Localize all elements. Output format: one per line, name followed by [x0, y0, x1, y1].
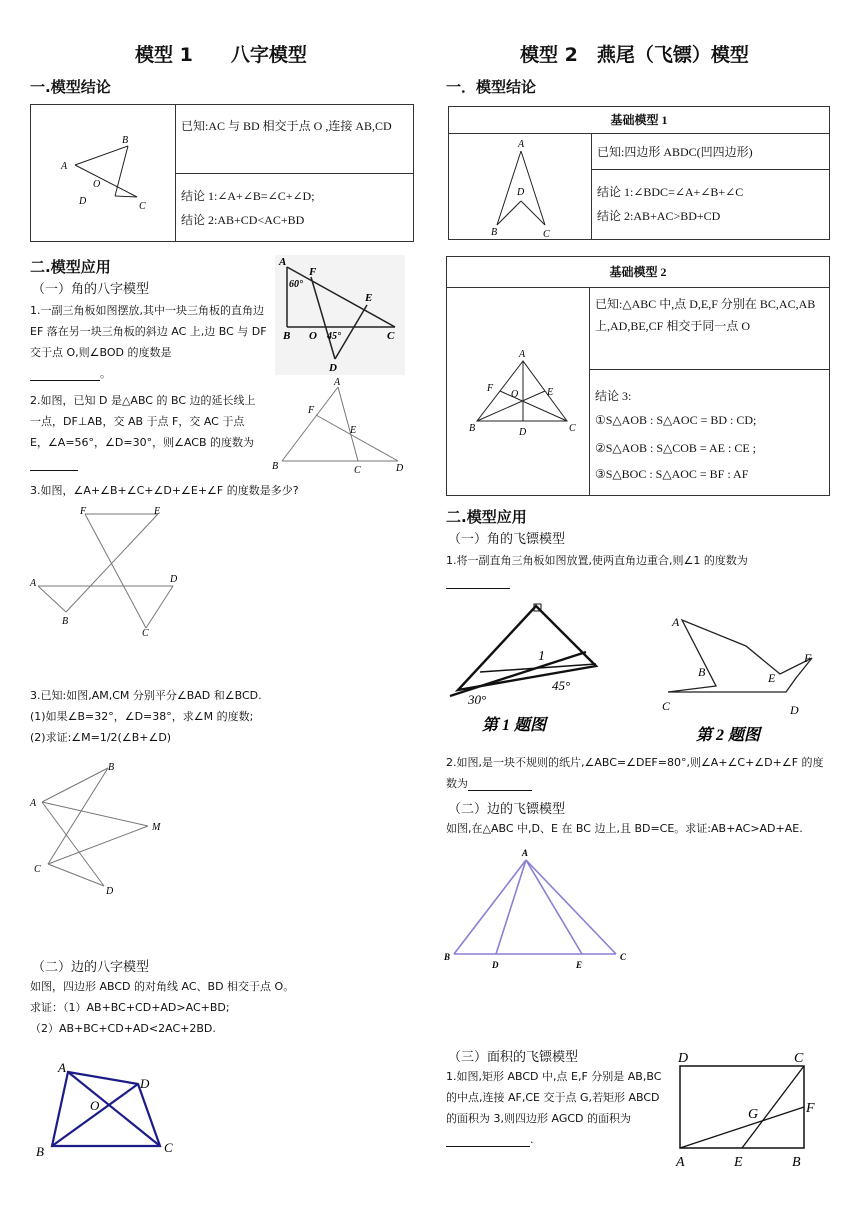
model2-basic2-box [446, 256, 830, 496]
svg-text:C: C [387, 330, 395, 342]
edge-line: 如图，四边形 ABCD 的对角线 AC、BD 相交于点 O。 [30, 980, 295, 993]
svg-text:F: F [806, 1101, 815, 1116]
svg-text:O: O [93, 179, 101, 190]
svg-text:B: B [36, 1144, 44, 1159]
svg-text:C: C [620, 952, 627, 962]
right-area-figure [670, 1044, 830, 1172]
svg-text:D: D [396, 463, 404, 474]
right-title: 模型 2 燕尾（飞镖）模型 [520, 44, 749, 66]
svg-text:A: A [334, 377, 341, 388]
svg-text:E: E [576, 960, 583, 970]
svg-text:F: F [308, 405, 315, 416]
svg-text:E: E [154, 506, 161, 517]
svg-text:M: M [152, 822, 161, 833]
right-q1-figure [446, 598, 606, 738]
svg-text:60°: 60° [289, 279, 303, 290]
model1-figure [31, 105, 175, 241]
svg-text:F: F [309, 266, 317, 278]
svg-text:O: O [90, 1098, 100, 1113]
svg-text:G: G [748, 1107, 759, 1122]
model2-basic1-box [448, 106, 830, 240]
right-q2-figure [656, 610, 826, 745]
svg-text:D: D [519, 427, 527, 438]
basic1-header: 基础模型 1 [610, 113, 668, 127]
svg-text:D: D [170, 574, 178, 585]
q1-figure [275, 255, 405, 375]
svg-text:E: E [547, 387, 554, 398]
svg-text:C: C [354, 465, 361, 475]
svg-text:E: E [734, 1155, 743, 1170]
model1-conclusion2: 结论 2:AB+CD<AC+BD [181, 213, 305, 227]
left-q4 [30, 685, 410, 748]
basic2-ratio3: ③S△BOC : S△AOC = BF : AF [595, 467, 749, 481]
left-section1-heading: 一.模型结论 [30, 78, 111, 96]
basic1-conclusion2: 结论 2:AB+AC>BD+CD [597, 209, 721, 223]
svg-text:D: D [79, 196, 87, 207]
svg-text:E: E [365, 292, 373, 304]
model1-given: 已知:AC 与 BD 相交于点 O ,连接 AB,CD [181, 119, 392, 133]
svg-text:C: C [543, 229, 550, 239]
svg-text:D: D [492, 960, 499, 970]
svg-text:C: C [794, 1051, 804, 1066]
svg-text:D: D [140, 1076, 150, 1091]
left-q1: 1.一副三角板如图摆放,其中一块三角板的直角边 EF 落在另一块三角板的斜边 AC 上,边 BC 与 DF 交于点 O,则∠BOD 的度数是 。 [30, 304, 267, 380]
q4-figure [28, 758, 198, 898]
svg-text:B: B [698, 665, 706, 679]
svg-text:F: F [487, 383, 494, 394]
right-sub2-heading: （二）边的飞镖模型 [448, 802, 566, 817]
svg-text:30°: 30° [468, 692, 487, 707]
svg-text:A: A [30, 578, 37, 589]
svg-text:C: C [662, 699, 671, 713]
svg-text:A: A [672, 615, 680, 629]
svg-text:B: B [469, 423, 476, 434]
svg-text:A: A [58, 1060, 66, 1075]
answer-blank[interactable] [30, 458, 78, 471]
svg-text:O: O [309, 330, 317, 342]
answer-blank[interactable] [446, 576, 510, 589]
fig1-caption: 第 1 题图 [482, 717, 547, 734]
svg-text:B: B [444, 952, 451, 962]
right-section2-heading: 二.模型应用 [446, 508, 527, 526]
svg-text:A: A [518, 139, 525, 150]
right-q2: 2.如图,是一块不规则的纸片,∠ABC=∠DEF=80°,则∠A+∠C+∠D+∠F 的度数为 [446, 756, 824, 790]
left-sub1-heading: （一）角的八字模型 [32, 282, 150, 297]
svg-text:D: D [517, 187, 525, 198]
edge-line: 求证：（1）AB+BC+CD+AD>AC+BD; [30, 1001, 230, 1014]
answer-blank[interactable] [30, 368, 100, 381]
q4-line: 3.已知:如图,AM,CM 分别平分∠BAD 和∠BCD. [30, 689, 262, 702]
svg-text:45°: 45° [327, 331, 341, 342]
basic2-ratio2: ②S△AOB : S△COB = AE : CE ; [595, 441, 757, 455]
svg-text:E: E [768, 671, 776, 685]
svg-text:B: B [108, 762, 115, 773]
svg-text:D: D [106, 886, 114, 897]
svg-text:45°: 45° [552, 678, 571, 693]
right-sub3-heading: （三）面积的飞镖模型 [448, 1050, 579, 1065]
answer-blank[interactable] [468, 778, 532, 791]
right-section1-heading: 一．模型结论 [446, 78, 537, 96]
left-q3: 3.如图，∠A+∠B+∠C+∠D+∠E+∠F 的度数是多少? [30, 484, 299, 497]
basic2-figure [447, 347, 587, 443]
svg-text:D: D [329, 362, 337, 374]
svg-text:C: C [139, 201, 146, 212]
svg-text:A: A [30, 798, 37, 809]
svg-text:D: D [678, 1051, 689, 1066]
right-edge-question: 如图,在△ABC 中,D、E 在 BC 边上,且 BD=CE。求证:AB+AC>AD+AE. [446, 822, 803, 835]
basic2-given: 已知:△ABC 中,点 D,E,F 分别在 BC,AC,AB 上,AD,BE,CF 相交于同一点 O [595, 297, 816, 333]
svg-text:D: D [790, 703, 799, 717]
model1-conclusion1: 结论 1:∠A+∠B=∠C+∠D; [181, 189, 315, 203]
svg-text:C: C [569, 423, 576, 434]
svg-text:A: A [279, 256, 287, 268]
svg-text:B: B [491, 227, 498, 238]
edge-figure [30, 1058, 190, 1164]
right-sub1-heading: （一）角的飞镖模型 [448, 532, 566, 547]
svg-text:C: C [142, 628, 149, 639]
svg-text:B: B [792, 1155, 801, 1170]
right-edge-figure [444, 846, 634, 972]
fig2-caption: 第 2 题图 [696, 727, 761, 744]
svg-text:B: B [272, 461, 279, 472]
basic1-given: 已知:四边形 ABDC(凹四边形) [597, 145, 753, 159]
left-section2-heading: 二.模型应用 [30, 258, 111, 276]
svg-text:A: A [676, 1155, 685, 1170]
svg-text:1: 1 [538, 649, 545, 664]
answer-blank[interactable] [446, 1134, 530, 1147]
svg-text:O: O [511, 389, 519, 400]
right-q1: 1.将一副直角三角板如图放置,使两直角边重合,则∠1 的度数为 [446, 550, 776, 592]
basic2-ratio1: ①S△AOB : S△AOC = BD : CD; [595, 413, 757, 427]
basic1-figure [449, 133, 591, 239]
svg-text:C: C [164, 1140, 173, 1155]
svg-text:B: B [283, 330, 291, 342]
model1-box [30, 104, 414, 242]
svg-text:F: F [804, 651, 812, 665]
left-sub2-heading: （二）边的八字模型 [32, 960, 150, 975]
q2-figure [268, 375, 410, 475]
q4-line: (1)如果∠B=32°，∠D=38°，求∠M 的度数; [30, 710, 254, 723]
left-title: 模型 1 八字模型 [135, 44, 307, 66]
left-q2: 2.如图，已知 D 是△ABC 的 BC 边的延长线上一点，DF⊥AB，交 AB 于点 F，交 AC 于点 E，∠A=56°，∠D=30°，则∠ACB 的度数为 [30, 390, 262, 474]
basic1-conclusion1: 结论 1:∠BDC=∠A+∠B+∠C [597, 185, 744, 199]
svg-text:A: A [519, 349, 526, 360]
right-area-question: 1.如图,矩形 ABCD 中,点 E,F 分别是 AB,BC 的中点,连接 AF,CE 交于点 G,若矩形 ABCD 的面积为 3,则四边形 AGCD 的面积为. [446, 1070, 662, 1146]
edge-line: （2）AB+BC+CD+AD<2AC+2BD. [30, 1022, 216, 1035]
q3-figure [28, 502, 198, 642]
svg-text:C: C [34, 864, 41, 875]
basic2-conclusion3: 结论 3: [595, 389, 632, 403]
svg-text:E: E [350, 425, 357, 436]
left-edge-question [30, 976, 410, 1039]
svg-text:A: A [522, 848, 529, 858]
svg-text:B: B [122, 135, 129, 146]
svg-text:F: F [80, 506, 87, 517]
q4-line: (2)求证:∠M=1/2(∠B+∠D) [30, 731, 172, 744]
basic2-header: 基础模型 2 [609, 265, 667, 279]
svg-text:A: A [61, 161, 68, 172]
svg-text:B: B [62, 616, 69, 627]
